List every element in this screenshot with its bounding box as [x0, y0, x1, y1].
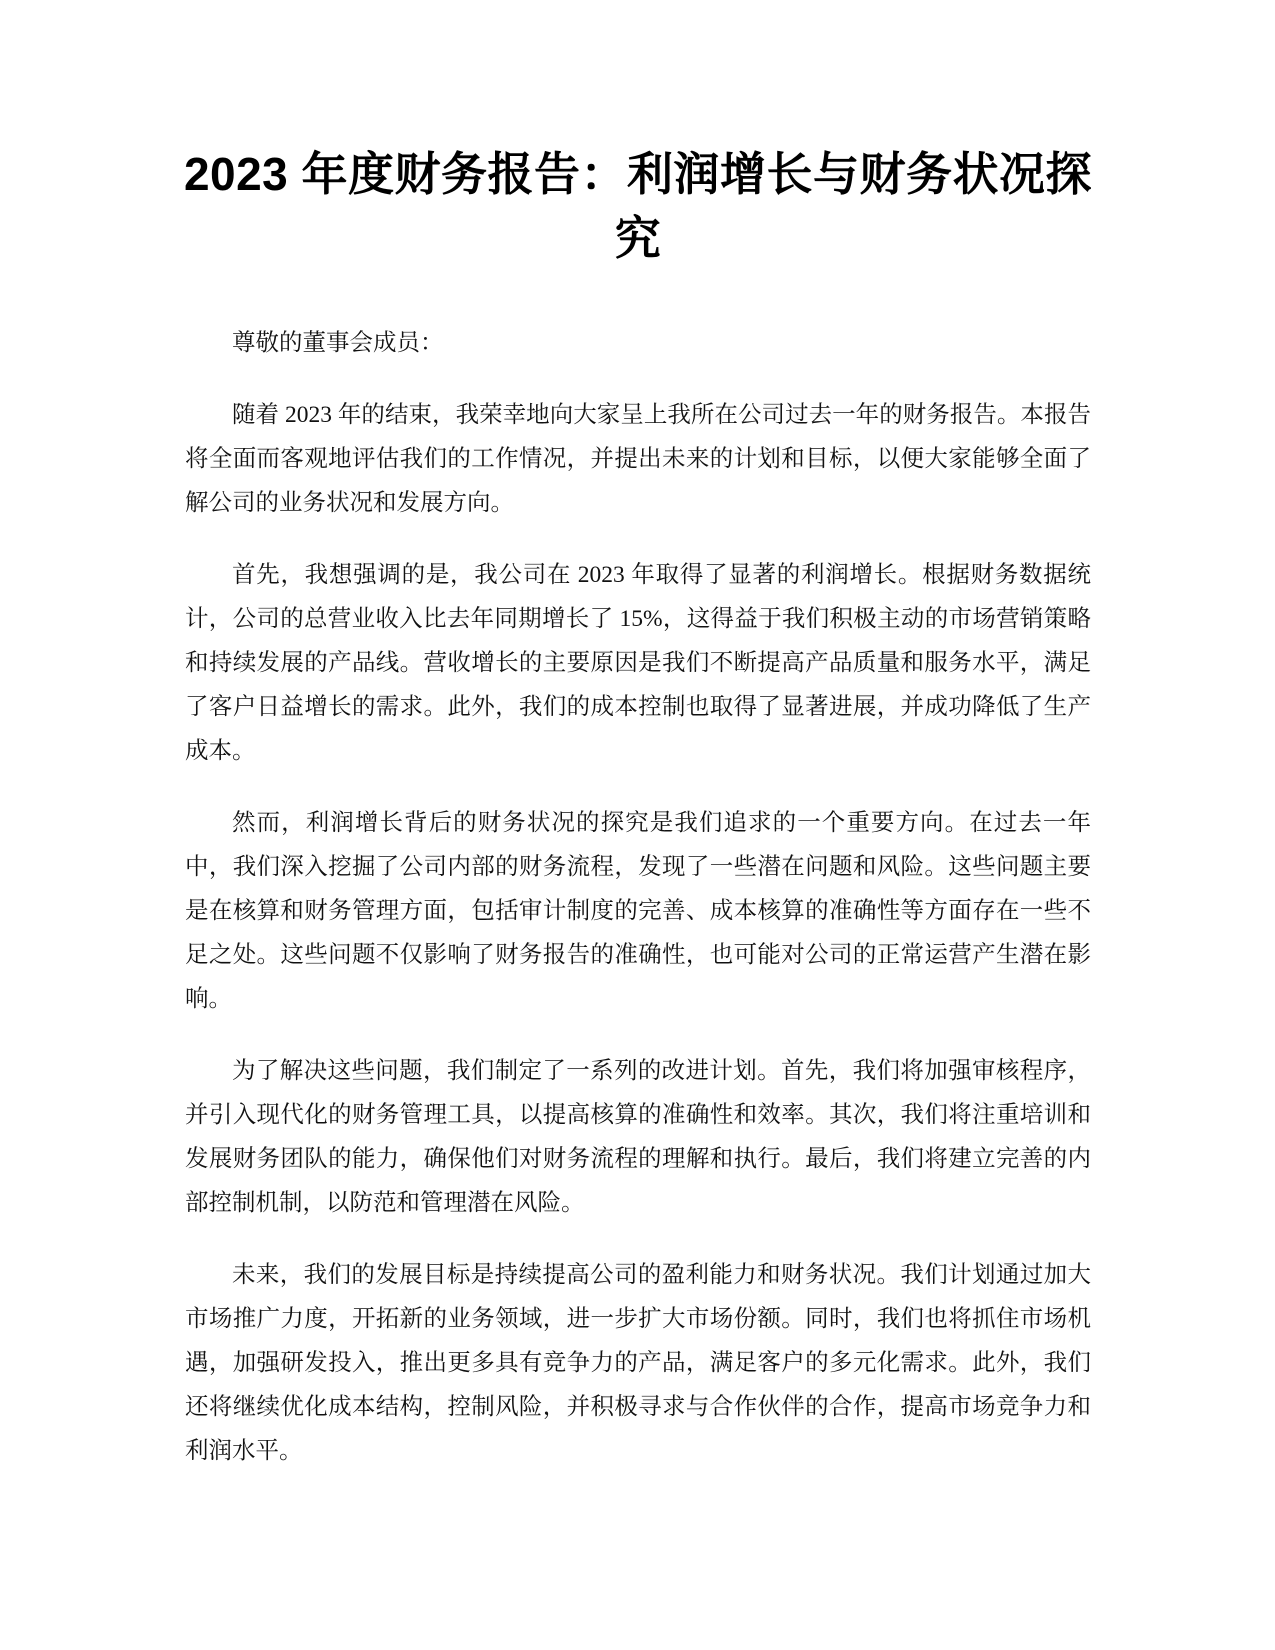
salutation: 尊敬的董事会成员： — [232, 330, 444, 356]
document-body — [185, 321, 1091, 1501]
paragraph-profit-growth: 首先，我想强调的是，我公司在 2023 年取得了显著的利润增长。根据财务数据统计，公司的总营业收入比去年同期增长了 15%，这得益于我们积极主动的市场营销策略和持续发展的产品线。营收增长的主要原因是我们不断提高产品质量和服务水平，满足了客户日益增长的需求。此外，我们的成本控制也取得了显著进展，并成功降低了生产成本。 — [185, 562, 1091, 764]
paragraph-future-goals: 未来，我们的发展目标是持续提高公司的盈利能力和财务状况。我们计划通过加大市场推广力度，开拓新的业务领域，进一步扩大市场份额。同时，我们也将抓住市场机遇，加强研发投入，推出更多具有竞争力的产品，满足客户的多元化需求。此外，我们还将继续优化成本结构，控制风险，并积极寻求与合作伙伴的合作，提高市场竞争力和利润水平。 — [185, 1262, 1091, 1464]
paragraph-financial-issues: 然而，利润增长背后的财务状况的探究是我们追求的一个重要方向。在过去一年中，我们深入挖掘了公司内部的财务流程，发现了一些潜在问题和风险。这些问题主要是在核算和财务管理方面，包括审计制度的完善、成本核算的准确性等方面存在一些不足之处。这些问题不仅影响了财务报告的准确性，也可能对公司的正常运营产生潜在影响。 — [185, 810, 1091, 1012]
paragraph-improvement-plan: 为了解决这些问题，我们制定了一系列的改进计划。首先，我们将加强审核程序，并引入现代化的财务管理工具，以提高核算的准确性和效率。其次，我们将注重培训和发展财务团队的能力，确保他们对财务流程的理解和执行。最后，我们将建立完善的内部控制机制，以防范和管理潜在风险。 — [185, 1058, 1091, 1216]
document-title: 2023 年度财务报告：利润增长与财务状况探究 — [183, 148, 1093, 264]
paragraph-intro: 随着 2023 年的结束，我荣幸地向大家呈上我所在公司过去一年的财务报告。本报告将全面而客观地评估我们的工作情况，并提出未来的计划和目标，以便大家能够全面了解公司的业务状况和发展方向。 — [185, 402, 1091, 516]
